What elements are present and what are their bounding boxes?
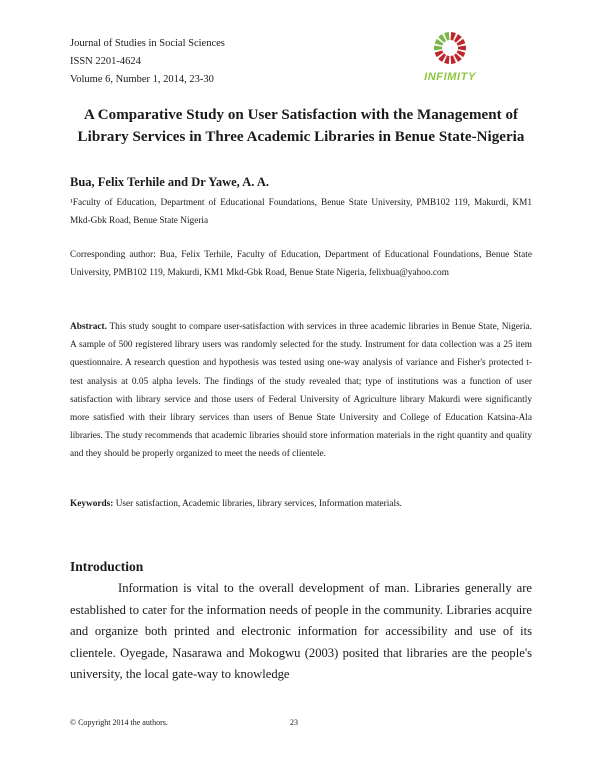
introduction-heading: Introduction bbox=[70, 559, 144, 574]
keywords-text: User satisfaction, Academic libraries, library services, Information materials. bbox=[115, 499, 403, 509]
authors: Bua, Felix Terhile and Dr Yawe, A. A. bbox=[70, 175, 269, 189]
introduction-body: Information is vital to the overall development of man. Libraries generally are established to cater for the information needs of people in the community. Libraries acquire and organize both printed and electronic information for accessibility and use of its clientele. Oyegade, Nasarawa and Mokogwu (2003) posited that libraries are the people's university, the local gate-way to knowledge bbox=[70, 581, 532, 682]
abstract bbox=[70, 318, 532, 464]
page-number: 23 bbox=[290, 718, 298, 727]
corresponding-author: Corresponding author: Bua, Felix Terhile, Faculty of Education, Department of Educational Foundations, Benue State University, PMB102 119, Makurdi, KM1 Mkd-Gbk Road, Benue State Nigeria, felixbua@yahoo.com bbox=[70, 250, 532, 279]
logo-ring-segment bbox=[434, 46, 442, 51]
paper-title: A Comparative Study on User Satisfaction with the Management of Library Services in Three Academic Libraries in Benue State-Nigeria bbox=[77, 107, 525, 145]
logo-text: INFIMITY bbox=[424, 71, 476, 83]
affiliation: ¹Faculty of Education, Department of Educational Foundations, Benue State University, PMB102 119, Makurdi, KM1 Mkd-Gbk Road, Benue State Nigeria bbox=[70, 198, 532, 227]
logo-ring-icon bbox=[434, 32, 466, 64]
journal-name: Journal of Studies in Social Sciences bbox=[70, 38, 225, 49]
keywords bbox=[70, 495, 532, 513]
abstract-label: Abstract. bbox=[70, 322, 107, 332]
journal-volume: Volume 6, Number 1, 2014, 23-30 bbox=[70, 74, 214, 85]
logo-ring-segment bbox=[458, 46, 466, 51]
copyright-footer: © Copyright 2014 the authors. bbox=[70, 718, 168, 727]
journal-issn: ISSN 2201-4624 bbox=[70, 56, 141, 67]
infinity-logo bbox=[410, 28, 490, 84]
keywords-label: Keywords: bbox=[70, 499, 114, 509]
abstract-text: This study sought to compare user-satisfaction with services in three academic libraries in Benue State, Nigeria. A sample of 500 registered library users was randomly selected for the study. Instrument for data collection was a 25 item questionnaire. A research question and hypothesis was tested using one-way analysis of variance and Fisher's protected t-test analysis at 0.05 alpha levels. The findings of the study revealed that; type of institutions was a function of user satisfaction with library service and those users of Federal University of Agriculture library Makurdi were significantly more satisfied with their library services than users of Benue State University and College of Education Katsina-Ala libraries. The study recommends that academic libraries should store information materials in the right quantity and quality and they should be properly organized to meet the needs of clientele. bbox=[70, 322, 532, 460]
